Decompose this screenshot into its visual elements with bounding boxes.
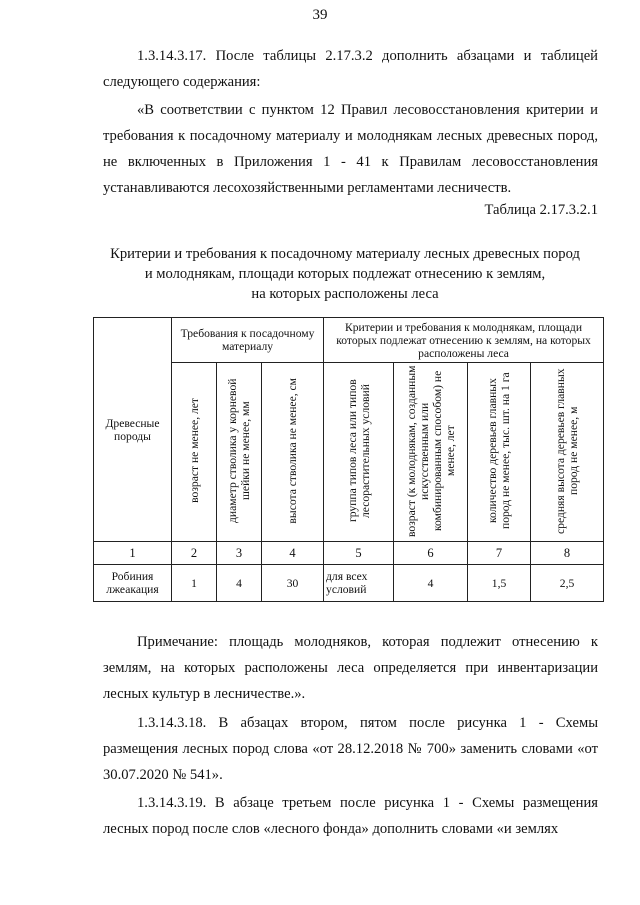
cell-species: Робиния лжеакация [94, 565, 172, 602]
cell-age: 1 [172, 565, 217, 602]
column-number: 5 [324, 542, 394, 565]
table-label: Таблица 2.17.3.2.1 [484, 202, 598, 218]
column-number: 6 [394, 542, 468, 565]
page-number: 39 [312, 7, 328, 23]
cell-young-age: 4 [394, 565, 468, 602]
paragraph-1: 1.3.14.3.17. После таблицы 2.17.3.2 дополнить абзацами и таблицей следующего содержания: [103, 48, 598, 90]
species-header: Древесные породы [94, 318, 172, 542]
cell-tree-count: 1,5 [468, 565, 531, 602]
column-number: 8 [531, 542, 604, 565]
column-number: 4 [262, 542, 324, 565]
criteria-table [93, 317, 604, 602]
col-age-header: возраст не менее, лет [172, 363, 217, 542]
caption-line-3: на которых расположены леса [251, 286, 439, 302]
young-stands-header: Критерии и требования к молоднякам, площади которых подлежат отнесению к землям, на которых расположены леса [324, 318, 604, 363]
column-number-row [94, 542, 604, 565]
col-tree-count-header: количество деревьев главных пород не менее, тыс. шт. на 1 га [468, 363, 531, 542]
caption-line-1: Критерии и требования к посадочному материалу лесных древесных пород [110, 246, 580, 262]
column-number: 3 [217, 542, 262, 565]
table-row [94, 565, 604, 602]
cell-avg-height: 2,5 [531, 565, 604, 602]
column-number: 2 [172, 542, 217, 565]
caption-line-2: и молоднякам, площади которых подлежат отнесению к землям, [144, 266, 546, 282]
col-height-header: высота стволика не менее, см [262, 363, 324, 542]
column-number: 7 [468, 542, 531, 565]
col-young-age-header: возраст (к молоднякам, созданным искусственным или комбинированным способом) не менее, лет [394, 363, 468, 542]
column-number: 1 [94, 542, 172, 565]
planting-material-header: Требования к посадочному материалу [172, 318, 324, 363]
paragraph-2: «В соответствии с пунктом 12 Правил лесовосстановления критерии и требования к посадочному материалу и молоднякам лесных древесных пород, не включенных в Приложения 1 - 41 к Правилам лесовосстановления устанавливаются лесохозяйственными регламентами лесничеств. [103, 102, 598, 196]
cell-diameter: 4 [217, 565, 262, 602]
col-avg-height-header: средняя высота деревьев главных пород не менее, м [531, 363, 604, 542]
paragraph-4: 1.3.14.3.19. В абзаце третьем после рисунка 1 - Схемы размещения лесных пород после слов «лесного фонда» дополнить словами «и землях [103, 795, 598, 837]
col-diameter-header: диаметр стволика у корневой шейки не менее, мм [217, 363, 262, 542]
col-forest-type-header: группа типов леса или типов лесорастительных условий [324, 363, 394, 542]
table-caption [90, 244, 600, 304]
cell-height: 30 [262, 565, 324, 602]
paragraph-3: 1.3.14.3.18. В абзацах втором, пятом после рисунка 1 - Схемы размещения лесных пород слова «от 28.12.2018 № 700» заменить словами «от 30.07.2020 № 541». [103, 715, 598, 783]
note-paragraph: Примечание: площадь молодняков, которая подлежит отнесению к землям, на которых расположены леса определяется при инвентаризации лесных культур в лесничестве.». [103, 634, 598, 702]
cell-forest-type: для всех условий [324, 565, 394, 602]
table-header-row-1 [94, 318, 604, 363]
